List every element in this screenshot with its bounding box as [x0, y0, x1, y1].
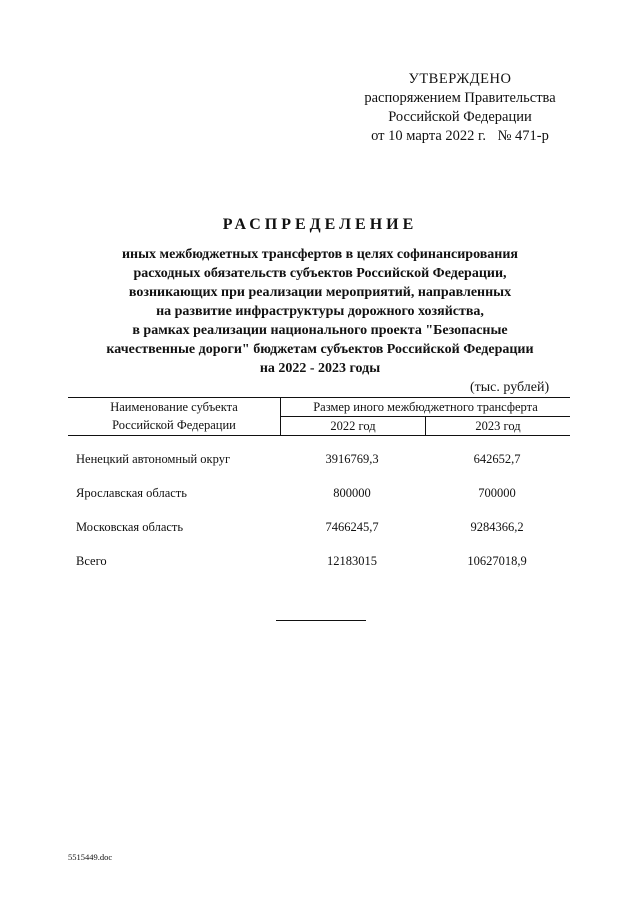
row-value-2022: 800000: [333, 486, 371, 500]
document-title: РАСПРЕДЕЛЕНИЕ: [222, 216, 418, 233]
row-value-2023: 642652,7: [473, 452, 521, 466]
row-value-2022: 7466245,7: [325, 520, 379, 534]
file-name-footer: 5515449.doc: [68, 852, 113, 862]
units-label: (тыс. рублей): [470, 380, 550, 395]
column-header-subject-line-1: Наименование субъекта: [110, 400, 238, 414]
subtitle-line: возникающих при реализации мероприятий, направленных: [128, 285, 512, 300]
approval-date-line: [340, 127, 580, 146]
table-row: [68, 520, 570, 554]
table-header-row: [68, 397, 570, 436]
distribution-table-body: [68, 452, 570, 588]
approval-line-2: Российской Федерации: [388, 109, 532, 125]
row-subject: Ярославская область: [76, 486, 187, 500]
approval-number: № 471-р: [497, 128, 549, 144]
subtitle-line: расходных обязательств субъектов Российской Федерации,: [133, 266, 507, 281]
subtitle-line: качественные дороги" бюджетам субъектов Российской Федерации: [106, 342, 534, 357]
row-subject: Всего: [76, 554, 107, 568]
row-value-2023: 9284366,2: [470, 520, 524, 534]
subtitle-line: в рамках реализации национального проекта "Безопасные: [132, 323, 508, 338]
row-value-2022: 12183015: [327, 554, 377, 568]
approval-heading: УТВЕРЖДЕНО: [408, 71, 512, 87]
column-header-2022: 2022 год: [330, 419, 376, 433]
column-header-subject: [68, 398, 280, 435]
row-value-2022: 3916769,3: [325, 452, 379, 466]
end-divider: [276, 620, 366, 621]
row-subject: Ненецкий автономный округ: [76, 452, 231, 466]
approval-date: от 10 марта 2022 г.: [371, 128, 486, 144]
subtitle-line: на развитие инфраструктуры дорожного хозяйства,: [156, 304, 484, 319]
table-row-total: [68, 554, 570, 588]
distribution-table-header: [68, 397, 570, 436]
document-subtitle: [60, 245, 580, 378]
subtitle-line: на 2022 - 2023 годы: [259, 361, 381, 376]
approval-block: [340, 70, 580, 146]
row-value-2023: 10627018,9: [467, 554, 527, 568]
row-subject: Московская область: [76, 520, 184, 534]
column-header-2023: 2023 год: [425, 417, 570, 435]
column-group-transfer: [280, 398, 570, 435]
table-row: [68, 452, 570, 486]
row-value-2023: 700000: [478, 486, 516, 500]
table-row: [68, 486, 570, 520]
column-group-title: Размер иного межбюджетного трансферта: [281, 398, 570, 417]
column-header-subject-line-2: Российской Федерации: [112, 418, 236, 432]
approval-line-1: распоряжением Правительства: [364, 90, 556, 106]
subtitle-line: иных межбюджетных трансфертов в целях софинансирования: [121, 247, 518, 262]
